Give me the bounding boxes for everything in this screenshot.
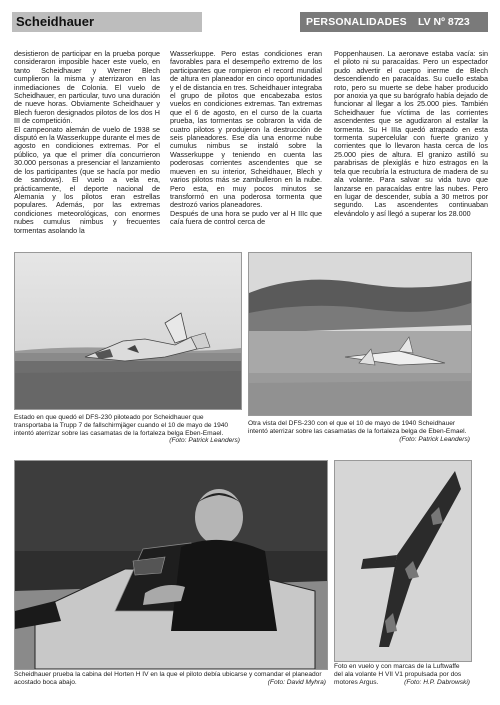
glider-wreck-field-photo <box>248 252 472 416</box>
paragraph: desistieron de participar en la prueba porque consideraron imposible hacer este vuelo, en tanto Scheidhauer y Werner Blech cumplieron la misma y aterrizaron en las inmediaciones de Colonia. El vuelo de Scheidhauer, en particular, tuvo una duración de nueve horas. Obviamente Scheidhauer y Blech fueron designados pilotos de los dos H III de competición. <box>14 49 160 126</box>
caption-credit: (Foto: H.P. Dabrowski) <box>404 678 470 686</box>
text-column-1 <box>14 50 160 235</box>
paragraph: Wasserkuppe. Pero estas condiciones eran favorables para el desempeño extremo de los participantes que rompieron el record mundial de altura en planeador en cinco oportunidades y el de distancia en tres. Scheidhauer integraba el grupo de pilotos que encabezaba estos vuelos en condiciones extremas. Tan extremas que el 6 de agosto, en el curso de la cuarta prueba, las tormentas se cobraron la vida de cuatro pilotos y produjeron la destrucción de seis planeadores. Ese día una enorme nube cumulus nimbus se instaló sobre la Wasserkuppe y teniendo en cuenta las poderosas corrientes ascendentes que se mueven en su interior, Scheidhauer, Blech y varios pilotos más se zambulleron en la nube. Pero esta, en muy pocos minutos se transformó en una poderosa tormenta que destrozó varios planeadores. <box>170 49 322 210</box>
cockpit-illustration <box>15 461 327 669</box>
caption-text: Scheidhauer prueba la cabina del Horten H IV en la que el piloto debía ubicarse y comandar el planeador acostado boca abajo. <box>14 671 322 686</box>
photo-caption-3 <box>14 671 326 687</box>
glider-wreck-photo <box>14 252 242 410</box>
text-column-3 <box>334 50 488 218</box>
caption-text: Foto en vuelo y con marcas de la Luftwaffe del ala volante H VII V1 propulsada por dos motores Argus. <box>334 663 462 686</box>
header-section-bar <box>300 12 488 32</box>
caption-credit: (Foto: David Myhra) <box>267 678 326 686</box>
header-issue: LV Nº 87 <box>418 16 460 28</box>
photo-caption-2 <box>248 420 470 443</box>
caption-text: Otra vista del DFS-230 con el que el 10 de mayo de 1940 Scheidhauer intentó aterrizar sobre las casamatas de la fortaleza belga de Eben-Emael. <box>248 420 467 435</box>
header-page-number: 23 <box>458 16 470 28</box>
paragraph: Después de una hora se pudo ver al H IIIc que caía fuera de control cerca de <box>170 208 322 227</box>
page-header <box>12 12 488 32</box>
paragraph: El campeonato alemán de vuelo de 1938 se disputó en la Wasserkuppe durante el mes de agosto en condiciones extremas. Por el público, ya que el primer día concurrieron 30.000 personas a presenciar el lanzamiento de los participantes (que se hacía por medio de sandows). El vuelo a vela era, prácticamente, el deporte nacional de Alemania y los pilotos eran estrellas populares. Además, por las extremas condiciones meteorológicas, con enormes nubes cumulus nimbus y frecuentes tormentas asolando la <box>14 124 160 235</box>
photo-caption-1 <box>14 414 240 445</box>
photo-caption-4 <box>334 663 470 686</box>
paragraph: Poppenhausen. La aeronave estaba vacía: sin el piloto ni su paracaídas. Pero un espectador pudo advertir el cuerpo inerme de Blech descendiendo en paracaídas. Su cuello estaba roto, pero su muerte se debe haber producido por anoxia ya que su barógrafo había dejado de funcionar al llegar a los 25.000 pies. También Scheidhauer fue víctima de las corrientes ascendentes que se agudizaron al estallar la tormenta. Su H IIIa quedó atrapado en esta tormenta supercelular con fuerte granizo y corrientes que lo llevaron hasta cerca de los 25.000 pies de altura. El granizo astilló su parabrisas de plexiglás e hizo estragos en la tela que recubría la estructura de madera de su ala volante. Para salvar su vida tuvo que lanzarse en paracaídas entre las nubes. Pero en lugar de descender, subía a 30 metros por segundo. Las ascendentes continuaban elevándolo y así llegó a superar los 28.000 <box>334 49 488 218</box>
glider-wreck-illustration <box>15 253 241 409</box>
header-section: PERSONALIDADES <box>306 16 407 28</box>
caption-credit: (Foto: Patrick Leanders) <box>399 435 470 443</box>
flying-wing-illustration <box>335 461 471 661</box>
flying-wing-photo <box>334 460 472 662</box>
caption-text: Estado en que quedó el DFS-230 piloteado por Scheidhauer que transportaba la Trupp 7 de fallschirmjäger cuando el 10 de mayo de 1940 intentó aterrizar sobre las casamatas de la fortaleza belga Eben-Emael. <box>14 414 229 437</box>
glider-field-illustration <box>249 253 471 415</box>
header-title-bar <box>12 12 202 32</box>
text-column-2 <box>170 50 322 227</box>
caption-credit: (Foto: Patrick Leanders) <box>169 437 240 445</box>
header-title: Scheidhauer <box>16 14 95 29</box>
cockpit-pilot-photo <box>14 460 328 670</box>
